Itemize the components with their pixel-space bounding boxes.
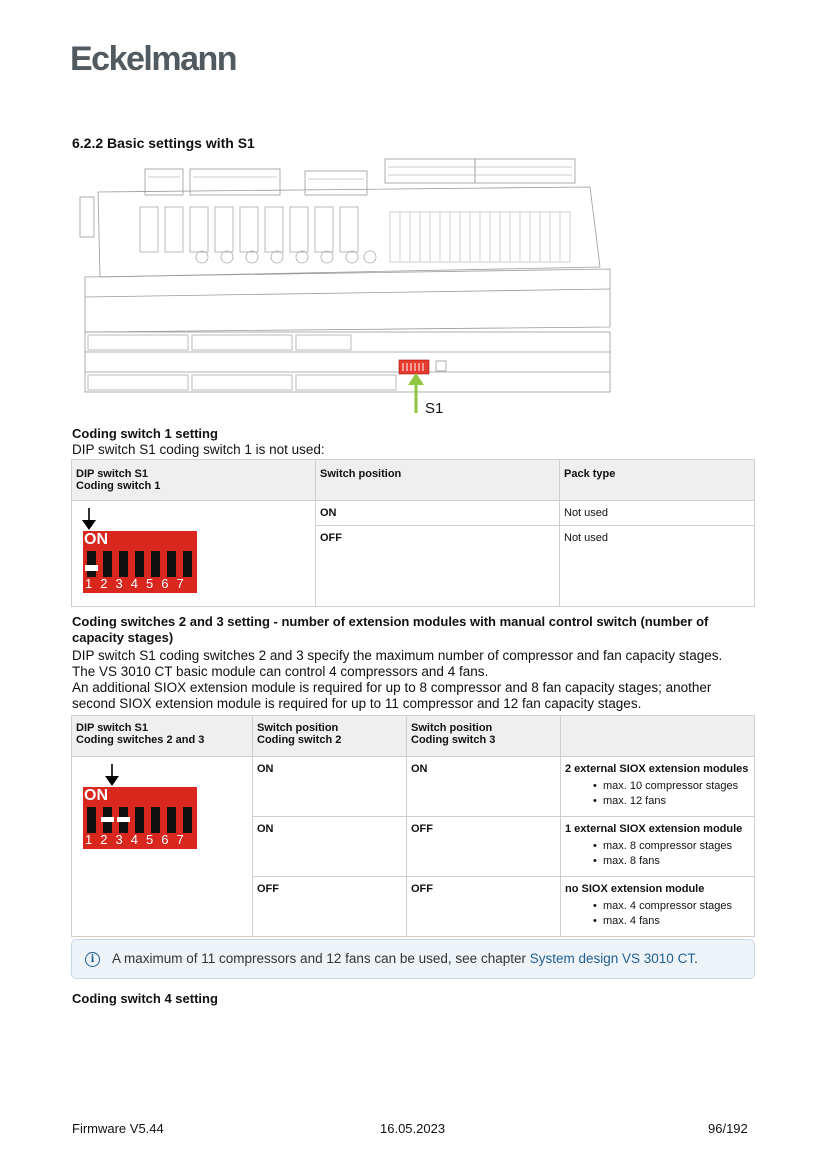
system-design-link[interactable]: System design VS 3010 CT (529, 951, 695, 966)
pack-type-value: Not used (560, 526, 755, 607)
switch-2-value: ON (253, 757, 407, 817)
info-text-body: A maximum of 11 compressors and 12 fans can be used, see chapter (112, 951, 530, 966)
col-pack-type: Pack type (560, 460, 755, 501)
col-switch-3: Switch position Coding switch 3 (407, 716, 561, 757)
description-cell (561, 877, 755, 937)
coding23-heading: Coding switches 2 and 3 setting - number of extension modules with manual control switch (number of capacity stages) (72, 614, 709, 645)
coding1-heading: Coding switch 1 setting (72, 426, 218, 441)
list-item: • max. 4 fans (603, 914, 750, 929)
dip-numbers: 1 2 3 4 5 6 7 (85, 832, 186, 847)
coding23-table (71, 715, 755, 937)
coding23-paragraph-2: The VS 3010 CT basic module can control 4 compressors and 4 fans. (72, 664, 489, 679)
info-note (71, 939, 755, 979)
col-description (561, 716, 755, 757)
info-text (112, 951, 698, 966)
info-icon: i (85, 952, 100, 967)
switch-position-off: OFF (316, 526, 560, 607)
table-header-row (72, 460, 755, 501)
dip-switch-cell (72, 501, 316, 607)
switch-3-value: ON (407, 757, 561, 817)
section-title: 6.2.2 Basic settings with S1 (72, 135, 255, 151)
coding1-text: DIP switch S1 coding switch 1 is not used: (72, 442, 325, 457)
info-text-end: . (694, 951, 698, 966)
description-title: 2 external SIOX extension modules (565, 763, 749, 775)
description-list (565, 899, 750, 929)
description-cell (561, 817, 755, 877)
switch-3-value: OFF (407, 817, 561, 877)
s1-callout-label: S1 (425, 400, 444, 417)
list-item: • max. 12 fans (603, 794, 750, 809)
table-row (72, 501, 755, 526)
table-header-row (72, 716, 755, 757)
description-cell (561, 757, 755, 817)
description-title: no SIOX extension module (565, 883, 705, 895)
footer-firmware: Firmware V5.44 (72, 1121, 164, 1136)
dip-switch-cell (72, 757, 253, 937)
footer-date: 16.05.2023 (380, 1121, 446, 1136)
description-title: 1 external SIOX extension module (565, 823, 743, 835)
switch-position-on: ON (316, 501, 560, 526)
list-item: • max. 8 compressor stages (603, 839, 750, 854)
pack-type-value: Not used (560, 501, 755, 526)
dip-on-label: ON (84, 787, 108, 804)
description-list (565, 839, 750, 869)
list-item: • max. 8 fans (603, 854, 750, 869)
list-item: • max. 10 compressor stages (603, 779, 750, 794)
switch-2-value: OFF (253, 877, 407, 937)
footer-page: 96/192 (708, 1121, 748, 1136)
table-row (72, 757, 755, 817)
coding4-heading: Coding switch 4 setting (72, 991, 218, 1006)
controller-illustration (70, 157, 615, 417)
list-item: • max. 4 compressor stages (603, 899, 750, 914)
dip-on-label: ON (84, 531, 108, 548)
eckelmann-logo: Eckelmann (70, 40, 237, 78)
description-list (565, 779, 750, 809)
switch-2-value: ON (253, 817, 407, 877)
switch-3-value: OFF (407, 877, 561, 937)
col-dip-switch: DIP switch S1 Coding switches 2 and 3 (72, 716, 253, 757)
col-switch-position: Switch position (316, 460, 560, 501)
coding23-paragraph-1: DIP switch S1 coding switches 2 and 3 specify the maximum number of compressor and fan capacity stages. (72, 648, 723, 663)
coding23-paragraph-3: An additional SIOX extension module is required for up to 8 compressor and 8 fan capacity stages; another second SIOX extension module is required for up to 11 compressor and 12 fan capacity stages. (72, 680, 712, 711)
dip-numbers: 1 2 3 4 5 6 7 (85, 576, 186, 591)
coding1-table (71, 459, 755, 607)
col-switch-2: Switch position Coding switch 2 (253, 716, 407, 757)
col-dip-switch: DIP switch S1 Coding switch 1 (72, 460, 316, 501)
